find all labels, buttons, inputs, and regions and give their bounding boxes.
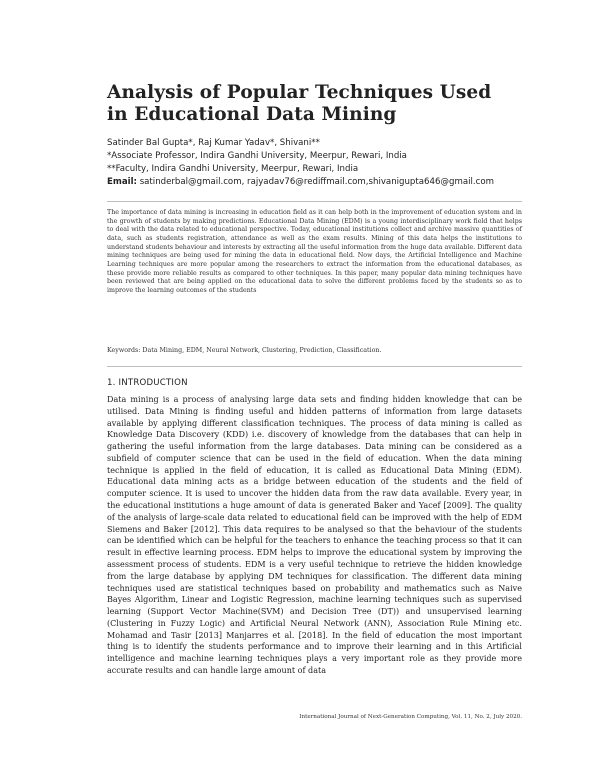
introduction-text: Data mining is a process of analysing large data sets and finding hidden knowledge that can be utilised. Data Mining is finding useful and hidden patterns of information from large datasets available by applying different classification techniques. The process of data mining is called as Knowledge Data Discovery (KDD) i.e. discovery of knowledge from the databases that can help in gathering the useful information from the large databases. Data mining can be considered as a subfield of computer science that can be used in the field of education. When the data mining technique is applied in the field of education, it is called as Educational Data Mining (EDM). Educational data mining acts as a bridge between education of the students and the field of computer science. It is used to uncover the hidden data from the raw data available. Every year, in the educational institutions a huge amount of data is generated Baker and Yacef [2009]. The quality of the analysis of large-scale data related to educational field can be improved with the help of EDM Siemens and Baker [2012]. This data requires to be analysed so that the behaviour of the students can be identified which can be helpful for the teachers to enhance the teaching process so that it can result in effective learning process. EDM helps to improve the educational system by improving the assessment process of students. EDM is a very useful technique to retrieve the hidden knowledge from the large database by applying DM techniques for classification. The different data mining techniques used are statistical techniques based on probability and mathematics such as Naive Bayes Algorithm, Linear and Logistic Regression, machine learning techniques such as supervised learning (Support Vector Machine(SVM) and Decision Tree (DT)) and unsupervised learning (Clustering in Fuzzy Logic) and Artificial Neural Network (ANN), Association Rule Mining etc. Mohamad and Tasir [2013] Manjarres et al. [2018]. In the field of education the most important thing is to identify the students performance and to improve their learning and in this Artificial intelligence and machine learning techniques plays a very important role as they provide more accurate results and can handle large amount of data (107, 395, 522, 675)
email-line (107, 176, 527, 189)
authors-line: Satinder Bal Gupta*, Raj Kumar Yadav*, Shivani** (107, 138, 320, 148)
email-label: Email: (107, 177, 137, 187)
email-addresses: satinderbal@gmail.com, rajyadav76@rediffmail.com,shivanigupta646@gmail.com (139, 177, 494, 187)
journal-footer: International Journal of Next-Generation Computing, Vol. 11, No. 2, July 2020. (299, 714, 522, 720)
abstract-top-rule (107, 201, 522, 202)
keywords: Keywords: Data Mining, EDM, Neural Network, Clustering, Prediction, Classification. (107, 347, 382, 354)
abstract: The importance of data mining is increasing in education field as it can help both in the improvement of education system and in the growth of students by making predictions. Educational Data Mining (EDM) is a young interdisciplinary work field that helps to deal with the data related to educational perspective. Today, educational institutions collect and archive massive quantities of data, such as students registration, attendance as well as the exam results. Mining of this data helps the institutions to understand students behaviour and interests by extracting all the useful information from the huge data available. Different data mining techniques are being used for mining the data in educational field. Now days, the Artificial Intelligence and Machine Learning techniques are more popular among the researchers to extract the information from the educational databases, as these provide more reliable results as compared to other techniques. In this paper, many popular data mining techniques have been reviewed that are being applied on the educational data to solve the different problems faced by the students so as to improve the learning outcomes of the students (107, 209, 522, 294)
abstract-bottom-rule (107, 366, 522, 367)
author-block (107, 137, 527, 189)
affiliation-2: **Faculty, Indira Gandhi University, Meerpur, Rewari, India (107, 164, 359, 174)
section-heading: 1. INTRODUCTION (107, 378, 188, 388)
affiliation-1: *Associate Professor, Indira Gandhi University, Meerpur, Rewari, India (107, 151, 407, 161)
paper-title: Analysis of Popular Techniques Used in Educational Data Mining (107, 82, 492, 125)
